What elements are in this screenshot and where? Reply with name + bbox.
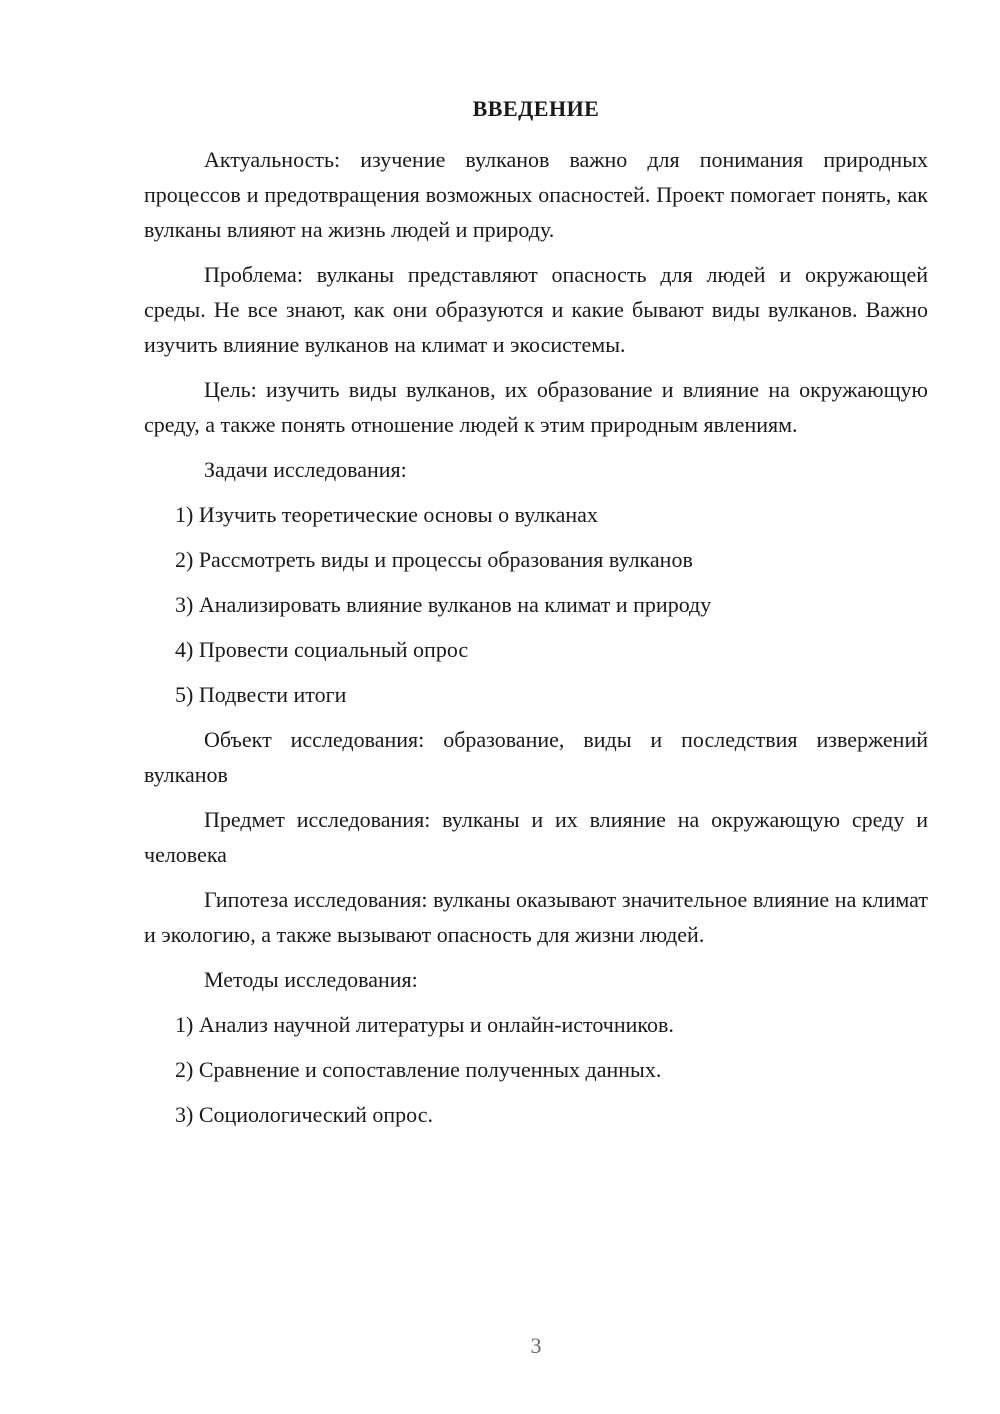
method-item: 1) Анализ научной литературы и онлайн-источников. — [175, 1012, 674, 1037]
subject-paragraph: Предмет исследования: вулканы и их влияние на окружающую среду и человека — [144, 807, 928, 867]
document-body — [144, 142, 928, 1142]
task-item: 3) Анализировать влияние вулканов на климат и природу — [175, 592, 712, 617]
methods-heading: Методы исследования: — [204, 967, 418, 992]
method-item: 3) Социологический опрос. — [175, 1102, 433, 1127]
object-paragraph: Объект исследования: образование, виды и последствия извержений вулканов — [144, 727, 928, 787]
page-number: 3 — [530, 1333, 542, 1358]
relevance-paragraph: Актуальность: изучение вулканов важно для понимания природных процессов и предотвращения возможных опасностей. Проект помогает понять, как вулканы влияют на жизнь людей и природу. — [144, 147, 928, 242]
task-item: 4) Провести социальный опрос — [175, 637, 469, 662]
task-item: 5) Подвести итоги — [175, 682, 347, 707]
task-item: 1) Изучить теоретические основы о вулканах — [175, 502, 598, 527]
tasks-heading: Задачи исследования: — [204, 457, 407, 482]
method-item: 2) Сравнение и сопоставление полученных данных. — [175, 1057, 662, 1082]
section-title: ВВЕДЕНИЕ — [472, 96, 600, 121]
hypothesis-paragraph: Гипотеза исследования: вулканы оказывают значительное влияние на климат и экологию, а также вызывают опасность для жизни людей. — [144, 887, 928, 947]
problem-paragraph: Проблема: вулканы представляют опасность для людей и окружающей среды. Не все знают, как они образуются и какие бывают виды вулканов. Важно изучить влияние вулканов на климат и экосистемы. — [144, 262, 928, 357]
goal-paragraph: Цель: изучить виды вулканов, их образование и влияние на окружающую среду, а также понять отношение людей к этим природным явлениям. — [144, 377, 928, 437]
task-item: 2) Рассмотреть виды и процессы образования вулканов — [175, 547, 693, 572]
